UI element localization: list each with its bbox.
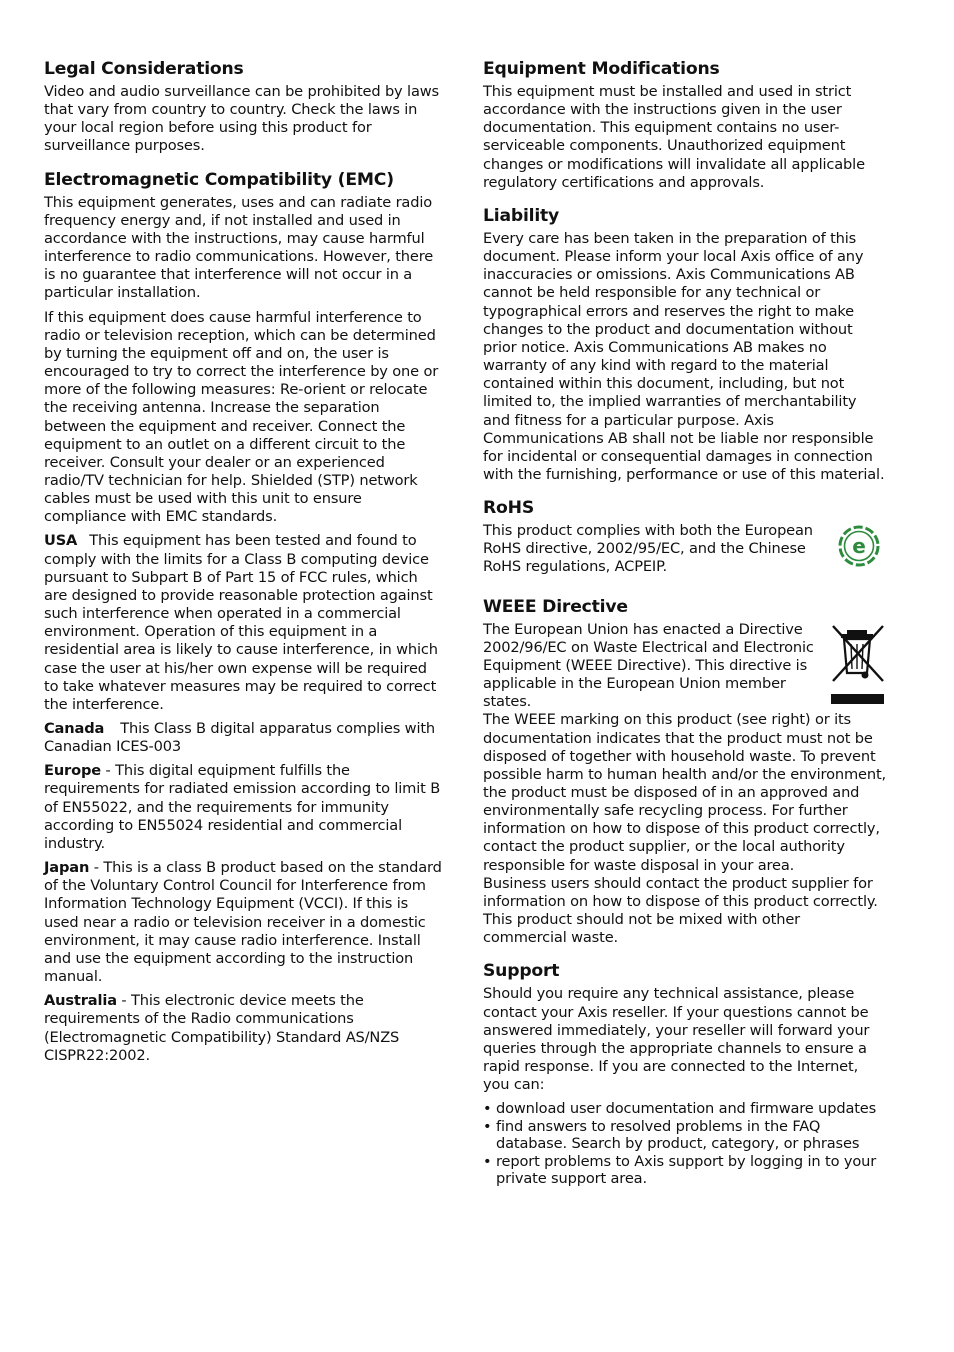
legal-heading: Legal Considerations [44,59,244,79]
left-column [44,58,444,1078]
support-section [483,960,887,1187]
legal-section [44,58,444,156]
rohs-body: This product complies with both the European RoHS directive, 2002/95/EC, and the Chinese RoHS regulations, ACPEIP. [483,522,813,576]
emc-paragraph-1: This equipment generates, uses and can radiate radio frequency energy and, if not installed and used in accordance with the instructions, may cause harmful interference to radio communications. However, there is no guarantee that interference will not occur in a particular installation. [44,193,434,302]
canada-text: This Class B digital apparatus complies with Canadian ICES-003 [44,720,436,756]
japan-text: - This is a class B product based on the standard of the Voluntary Control Council for Interference from Information Technology Equipment (VCCI). If this is used near a radio or television receiver in a domestic environment, it may cause radio interference. Install and use the equipment according to the instruction manual. [44,859,442,986]
australia-text: - This electronic device meets the requirements of the Radio communications (Electromagnetic Compatibility) Standard AS/NZS CISPR22:2002. [44,992,400,1064]
emc-japan-paragraph [44,859,444,986]
equipment-section [483,58,887,192]
emc-australia-paragraph [44,992,444,1065]
rohs-heading: RoHS [483,498,535,519]
emc-heading: Electromagnetic Compatibility (EMC) [44,169,394,190]
support-heading: Support [483,961,560,982]
liability-section [483,205,887,484]
liability-body: Every care has been taken in the preparation of this document. Please inform your local Axis office of any inaccuracies or omissions. Axis Communications AB cannot be held responsible for any technical or typographical errors and reserves the right to make changes to the product and documentation without prior notice. Axis Communications AB makes no warranty of any kind with regard to the material contained within this document, including, but not limited to, the implied warranties of merchantability and fitness for a particular purpose. Axis Communications AB shall not be liable nor responsible for incidental or consequential damages in connection with the furnishing, performance or use of this material. [483,229,885,483]
weee-paragraph-1: The European Union has enacted a Directive 2002/96/EC on Waste Electrical and Electronic Equipment (WEEE Directive). This directive is applicable in the European Union member states. [483,620,814,711]
list-item: • find answers to resolved problems in the FAQ database. Search by product, category, or phrases [483,1117,860,1153]
equipment-heading: Equipment Modifications [483,59,720,79]
rohs-row [483,522,887,582]
weee-paragraph-2: The WEEE marking on this product (see right) or its documentation indicates that the product must not be disposed of together with household waste. To prevent possible harm to human health and/or the environment, the product must be disposed of in an approved and environmentally safe recycling process. For further information on how to dispose of this product correctly, contact the product supplier, or the local authority responsible for waste disposal in your area. [483,711,887,874]
usa-label: USA [44,532,78,550]
rohs-section [483,497,887,582]
emc-paragraph-2: If this equipment does cause harmful interference to radio or television reception, which can be determined by turning the equipment off and on, the user is encouraged to try to correct the interference by one or more of the following measures: Re-orient or relocate the receiving antenna. Increase the separation between the equipment and receiver. Connect the equipment to an outlet on a different circuit to the receiver. Consult your dealer or an experienced radio/TV technician for help. Shielded (STP) network cables must be used with this unit to ensure compliance with EMC standards. [44,308,439,526]
emc-section [44,169,444,1065]
rohs-e-logo-icon [837,524,881,568]
list-item: • download user documentation and firmware updates [483,1100,877,1118]
emc-usa-paragraph [44,532,444,714]
weee-heading: WEEE Directive [483,596,628,617]
support-list [483,1100,887,1188]
weee-section [483,596,887,948]
right-column [483,58,887,1201]
weee-row [483,621,887,712]
svg-text:e: e [852,534,866,559]
equipment-body: This equipment must be installed and used in strict accordance with the instructions given in the user documentation. This equipment contains no user-serviceable components. Unauthorized equipment changes or modifications will invalidate all applicable regulatory certifications and approvals. [483,83,865,191]
crossed-out-bin-icon [827,621,887,707]
emc-canada-paragraph [44,720,444,756]
weee-paragraph-3: Business users should contact the product supplier for information on how to dispose of this product correctly. This product should not be mixed with other commercial waste. [483,874,878,947]
europe-label: Europe [44,762,102,780]
canada-label: Canada [44,720,105,737]
emc-europe-paragraph [44,762,444,853]
australia-label: Australia [44,992,117,1010]
support-body: Should you require any technical assistance, please contact your Axis reseller. If your questions cannot be answered immediately, your reseller will forward your queries through the appropriate channels to ensure a rapid response. If you are connected to the Internet, you can: [483,985,870,1094]
usa-text: This equipment has been tested and found to comply with the limits for a Class B computing device pursuant to Subpart B of Part 15 of FCC rules, which are designed to provide reasonable protection against such interference when operated in a commercial environment. Operation of this equipment in a residential area is likely to cause interference, in which case the user at his/her own expense will be required to take whatever measures may be required to correct the interference. [44,532,438,713]
list-item: • report problems to Axis support by logging in to your private support area. [483,1152,877,1188]
liability-heading: Liability [483,205,560,226]
europe-text: - This digital equipment fulfills the requirements for radiated emission according to limit B of EN55022, and the requirements for immunity according to EN55024 residential and commercial industry. [44,762,441,852]
legal-body: Video and audio surveillance can be prohibited by laws that vary from country to country. Check the laws in your local region before using this product for surveillance purposes. [44,83,439,155]
japan-label: Japan [44,859,90,877]
